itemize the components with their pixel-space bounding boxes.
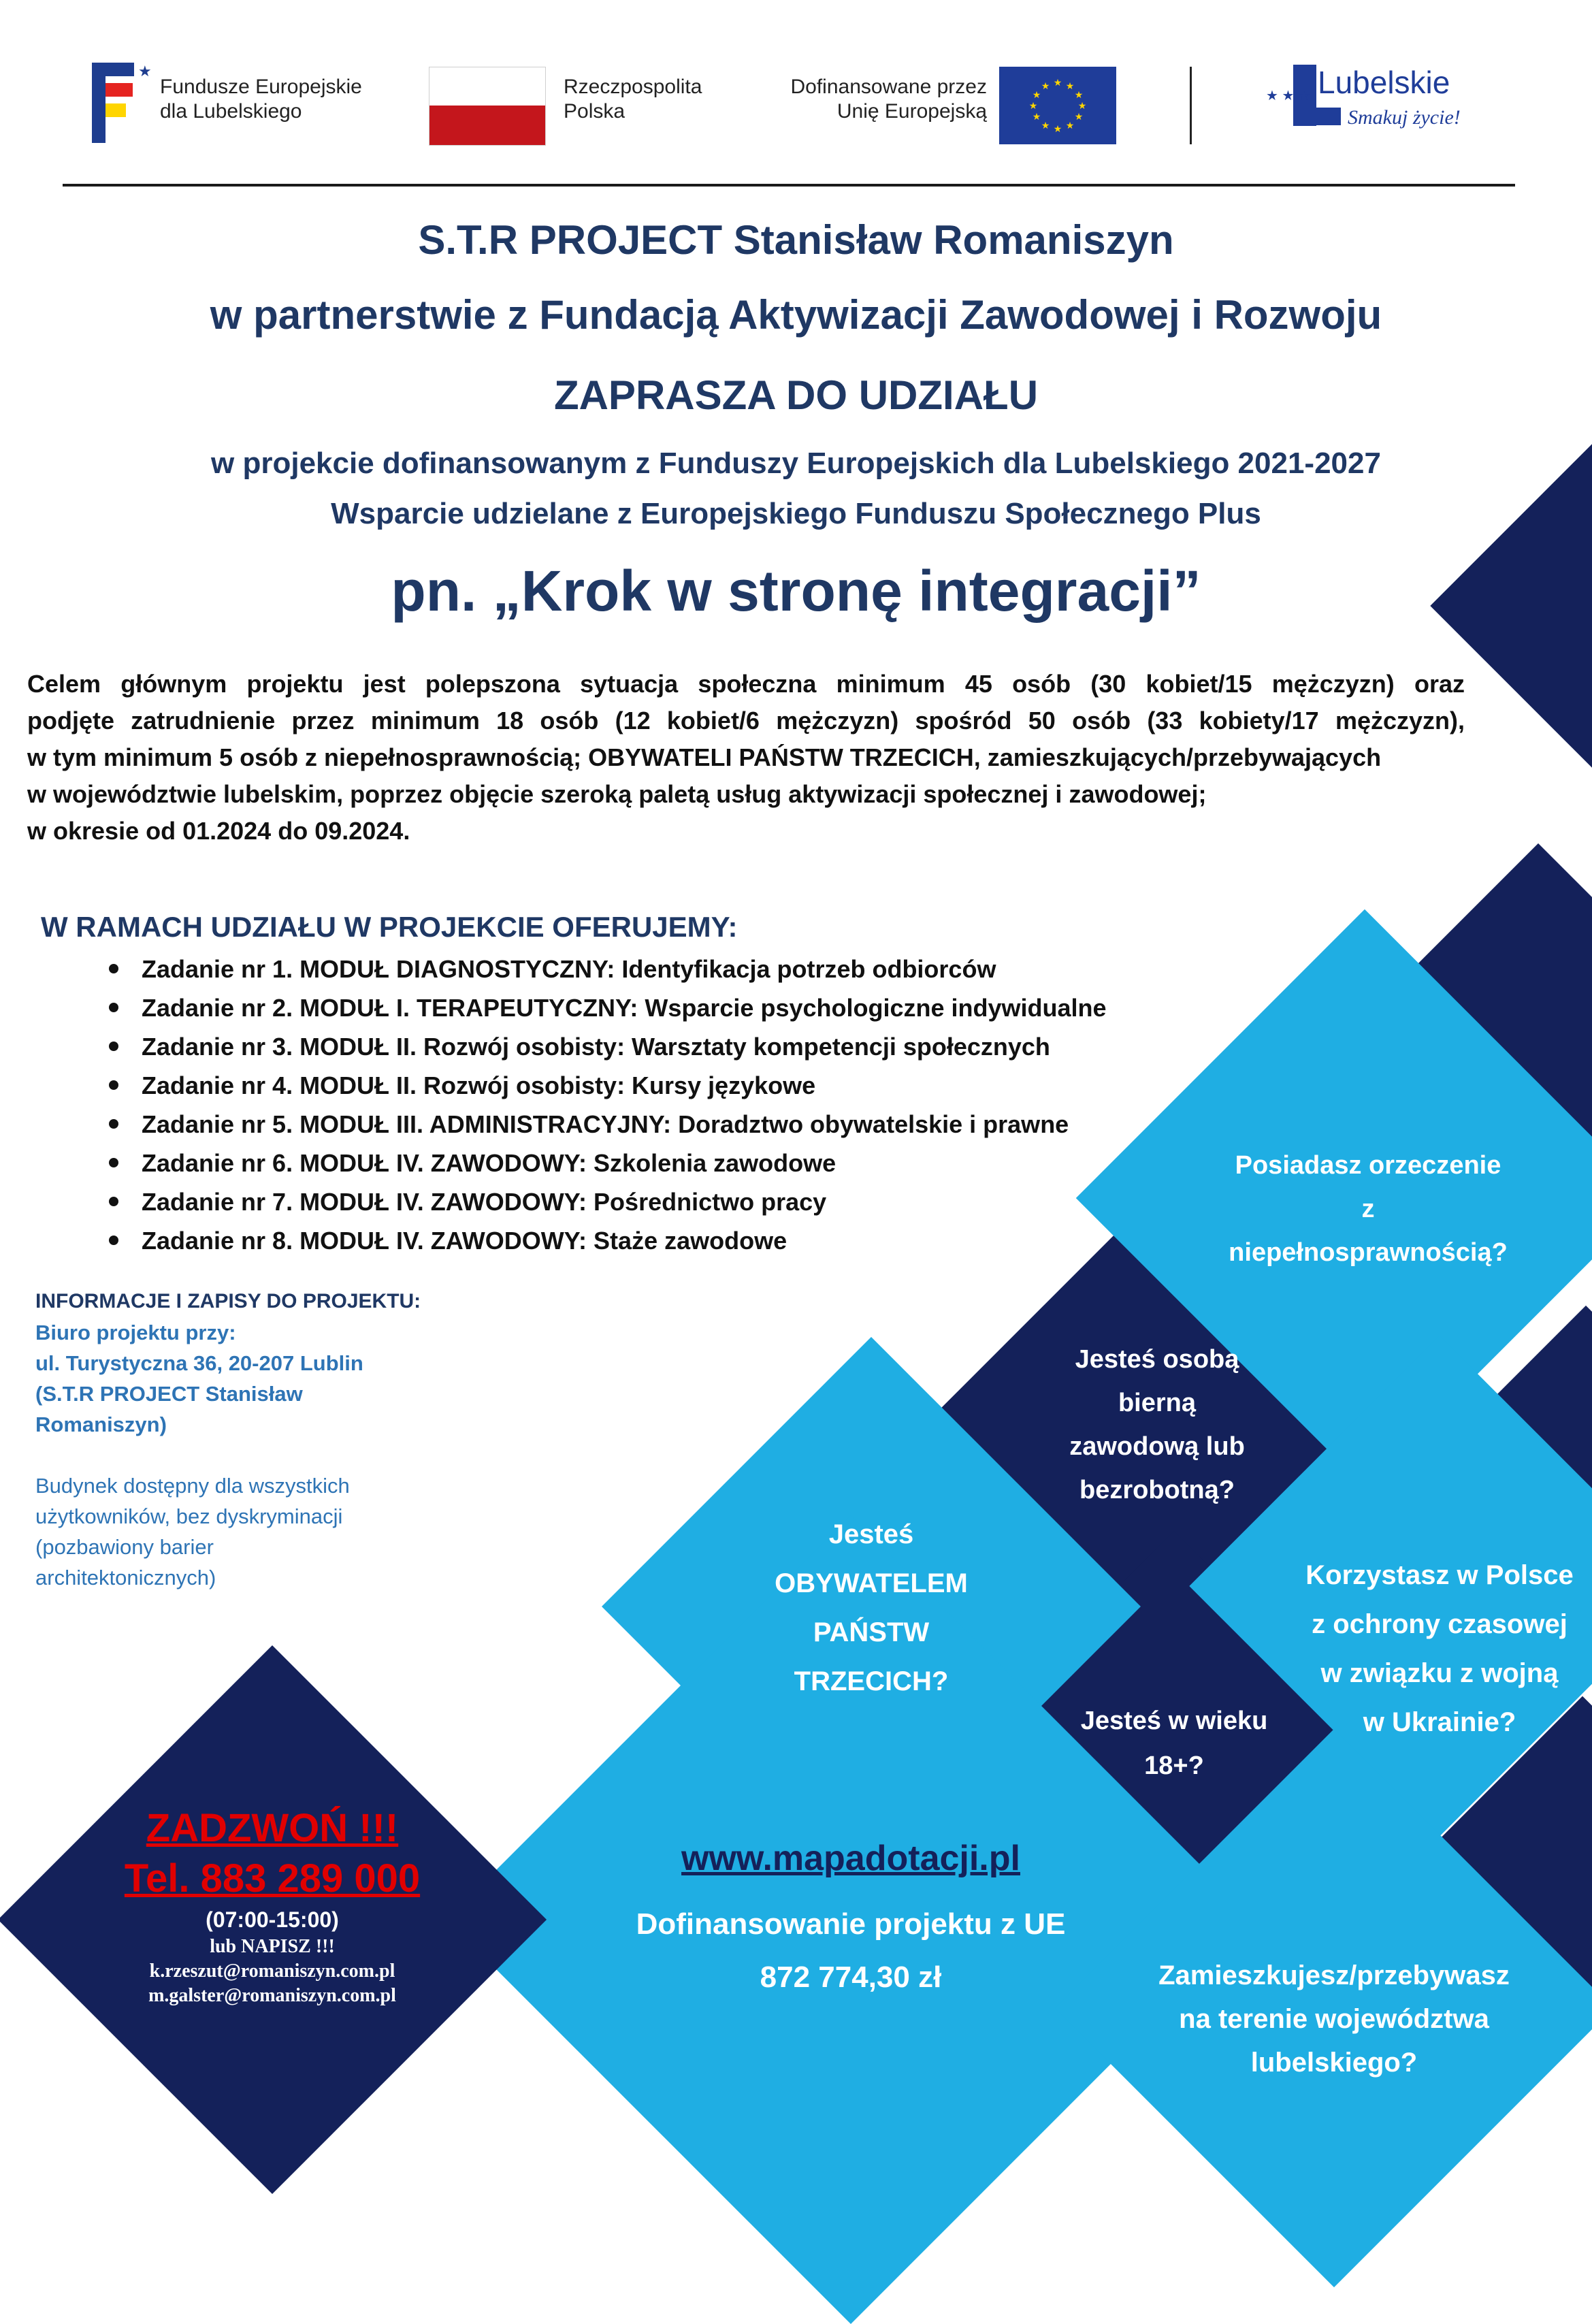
rp-line2: Polska [564,100,626,123]
svg-text:★: ★ [138,63,152,80]
svg-text:★: ★ [1053,77,1062,88]
question-line: Zamieszkujesz/przebywasz [1158,1960,1510,1990]
svg-text:★: ★ [1032,111,1041,122]
question-line: niepełnosprawnością? [1229,1238,1508,1267]
question-line: w związku z wojną [1320,1658,1559,1688]
logo-divider [1190,67,1192,144]
question-line: Jesteś osobą [1075,1345,1239,1374]
description-line: podjęte zatrudnienie przez minimum 18 osób (12 kobiet/6 mężczyzn) spośród 50 osób (33 kobiety/17 mężczyzn), [27,707,1465,735]
info-access: (pozbawiony barier [35,1535,214,1559]
info-block [35,1290,471,1593]
description-line: w tym minimum 5 osób z niepełnosprawnością; OBYWATELI PAŃSTW TRZECICH, zamieszkujących/przebywających [27,743,1382,771]
info-company: (S.T.R PROJECT Stanisław [35,1382,303,1406]
info-access: Budynek dostępny dla wszystkich [35,1474,350,1498]
funding-line1: w projekcie dofinansowanym z Funduszy Europejskich dla Lubelskiego 2021-2027 [211,447,1381,480]
question-line: z ochrony czasowej [1312,1609,1567,1639]
svg-text:★: ★ [1074,89,1084,100]
partner-title: w partnerstwie z Fundacją Aktywizacji Zawodowej i Rozwoju [210,292,1382,338]
question-line: bezrobotną? [1079,1476,1235,1504]
question-line: w Ukrainie? [1363,1707,1516,1737]
info-title: INFORMACJE I ZAPISY DO PROJEKTU: [35,1290,421,1312]
question-line: 18+? [1144,1752,1204,1780]
svg-text:★: ★ [1053,123,1062,134]
list-item: Zadanie nr 3. MODUŁ II. Rozwój osobisty: Warsztaty kompetencji społecznych [109,1027,1266,1066]
question-line: na terenie województwa [1179,2004,1489,2034]
question-protection [1263,1551,1592,1747]
question-line: PAŃSTW [813,1617,930,1647]
write-text: lub NAPISZ !!! [210,1936,335,1957]
question-line: Posiadasz orzeczenie [1235,1151,1501,1180]
svg-text:★: ★ [1032,89,1041,100]
eu-line1: Dofinansowane przez [790,76,987,98]
description-line: w okresie od 01.2024 do 09.2024. [27,817,410,845]
funding-line2: Wsparcie udzielane z Europejskiego Funduszu Społecznego Plus [331,497,1261,530]
description-line: w województwie lubelskim, poprzez objęcie szeroką paletą usług aktywizacji społecznej i zawodowej; [27,780,1207,808]
question-line: Jesteś w wieku [1080,1707,1268,1735]
description-line: Celem głównym projektu jest polepszona sytuacja społeczna minimum 45 osób (30 kobiet/15 mężczyzn) oraz [27,670,1465,698]
svg-text:★: ★ [1041,120,1050,131]
question-inactive [1021,1338,1293,1512]
funding-label: Dofinansowanie projektu z UE [636,1907,1066,1941]
rp-logo-text [564,75,702,124]
question-line: zawodową lub [1069,1432,1245,1461]
funding-amount: 872 774,30 zł [760,1960,942,1994]
rp-line1: Rzeczpospolita [564,76,702,98]
svg-text:★: ★ [1065,80,1075,91]
question-line: z [1361,1195,1375,1223]
info-access: architektonicznych) [35,1566,216,1589]
call-text: ZADZWOŃ !!! [146,1806,399,1850]
question-citizen [735,1510,1007,1706]
phone-number[interactable]: Tel. 883 289 000 [124,1856,421,1901]
email-link[interactable]: m.galster@romaniszyn.com.pl [148,1985,396,2006]
header-rule [63,184,1515,187]
list-item: Zadanie nr 1. MODUŁ DIAGNOSTYCZNY: Identyfikacja potrzeb odbiorców [109,950,1266,988]
question-line: OBYWATELEM [775,1568,968,1598]
info-address: ul. Turystyczna 36, 20-207 Lublin [35,1351,363,1375]
lubelskie-name: Lubelskie [1318,65,1450,100]
eu-flag-icon [999,67,1116,144]
question-age [1062,1698,1286,1788]
question-line: Korzystasz w Polsce [1305,1560,1574,1590]
logo-bar [0,0,1592,177]
polish-flag-icon [429,67,546,146]
list-item: Zadanie nr 4. MODUŁ II. Rozwój osobisty: Kursy językowe [109,1066,1266,1105]
question-region [1130,1954,1538,2084]
info-company: Romaniszyn) [35,1413,167,1436]
list-item: Zadanie nr 7. MODUŁ IV. ZAWODOWY: Pośrednictwo pracy [109,1182,1266,1221]
question-line: TRZECICH? [794,1666,949,1696]
project-description [27,666,1465,850]
svg-text:★: ★ [1041,80,1050,91]
list-item: Zadanie nr 2. MODUŁ I. TERAPEUTYCZNY: Wsparcie psychologiczne indywidualne [109,988,1266,1027]
list-item: Zadanie nr 8. MODUŁ IV. ZAWODOWY: Staże zawodowe [109,1221,1266,1260]
question-disability [1212,1144,1525,1274]
email-link[interactable]: k.rzeszut@romaniszyn.com.pl [149,1960,395,1982]
list-item: Zadanie nr 5. MODUŁ III. ADMINISTRACYJNY: Doradztwo obywatelskie i prawne [109,1105,1266,1144]
info-access: użytkowników, bez dyskryminacji [35,1504,343,1528]
question-line: lubelskiego? [1250,2048,1418,2078]
lubelskie-slogan: Smakuj życie! [1348,106,1461,129]
lubelskie-logo: Lubelskie Smakuj życie! ★ ★ ★ [1266,65,1461,129]
fe-logo-text [160,75,362,124]
eu-logo-text [762,75,987,124]
question-line: Jesteś [828,1519,914,1549]
fe-line2: dla Lubelskiego [160,100,302,123]
fundusze-europejskie-logo-icon [92,56,152,144]
offer-title: W RAMACH UDZIAŁU W PROJEKCIE OFERUJEMY: [41,911,738,943]
contact-block [68,1804,476,2008]
contact-hours: (07:00-15:00) [206,1907,339,1932]
info-office: Biuro projektu przy: [35,1321,236,1344]
svg-text:★: ★ [1077,100,1087,111]
svg-text:★: ★ [1028,100,1038,111]
organizer-title: S.T.R PROJECT Stanisław Romaniszyn [418,217,1174,263]
list-item: Zadanie nr 6. MODUŁ IV. ZAWODOWY: Szkolenia zawodowe [109,1144,1266,1182]
project-name: pn. „Krok w stronę integracji” [391,559,1201,623]
fe-line1: Fundusze Europejskie [160,76,362,98]
website-link[interactable]: www.mapadotacji.pl [681,1839,1020,1878]
question-line: bierną [1118,1389,1197,1417]
svg-text:★: ★ [1074,111,1084,122]
invite-title: ZAPRASZA DO UDZIAŁU [553,372,1039,418]
website-block [538,1831,1164,2004]
eu-line2: Unię Europejską [836,100,987,123]
svg-text:★: ★ [1065,120,1075,131]
offer-task-list [109,950,1266,1260]
